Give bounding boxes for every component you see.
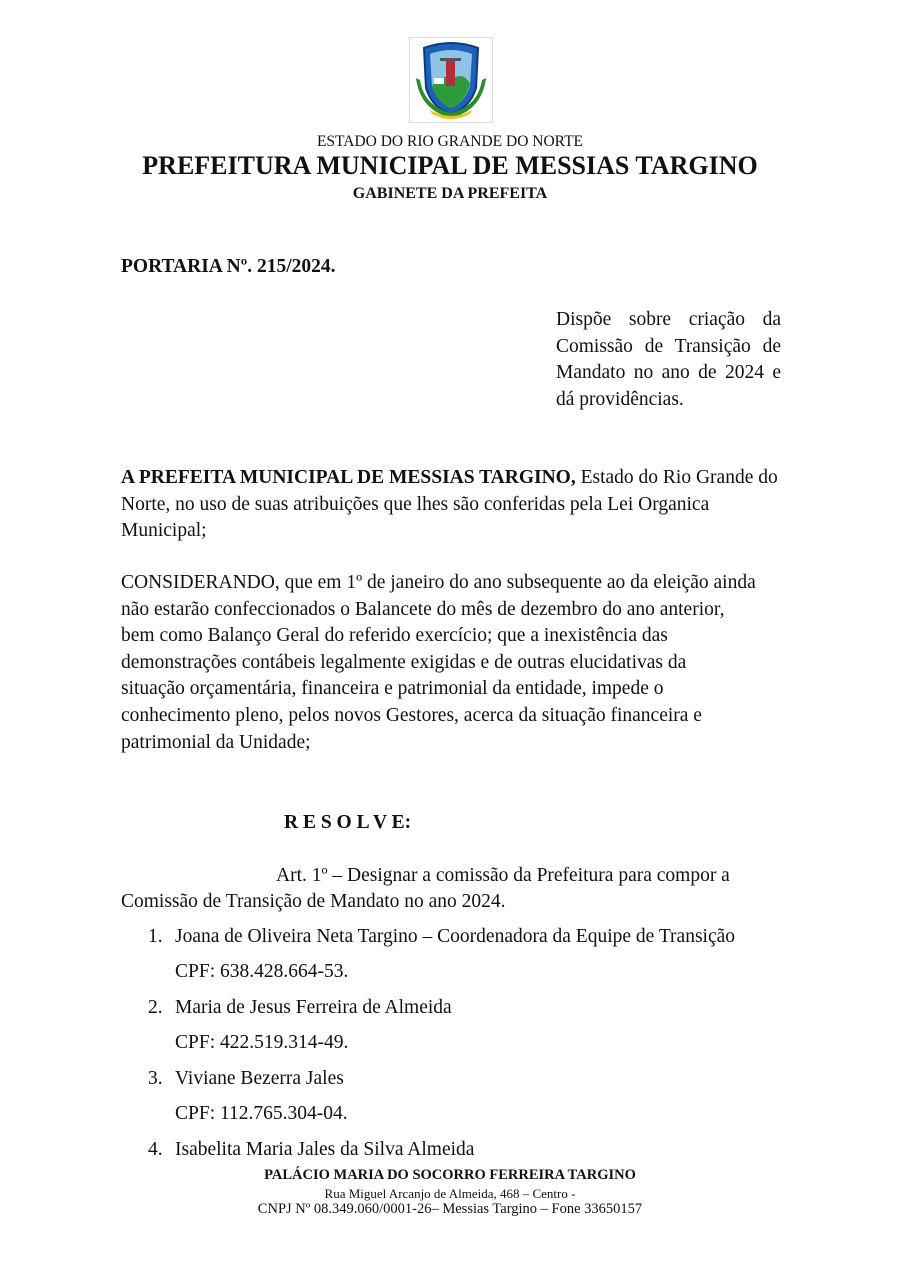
member-number: 4. [148,1139,163,1160]
portaria-number: PORTARIA Nº. 215/2024. [121,256,336,277]
municipal-coat-of-arms-logo [409,37,493,123]
member-name: Maria de Jesus Ferreira de Almeida [175,997,452,1018]
ementa [556,307,781,413]
article-1-line: Art. 1º – Designar a comissão da Prefeitura para compor a [276,865,730,886]
state-name: ESTADO DO RIO GRANDE DO NORTE [316,133,584,150]
page-title: PREFEITURA MUNICIPAL DE MESSIAS TARGINO [142,151,758,180]
member-number: 2. [148,997,163,1018]
preamble-text: Estado do Rio Grande do [575,467,778,488]
member-name: Joana de Oliveira Neta Targino – Coordenadora da Equipe de Transição [175,926,736,947]
member-name: Viviane Bezerra Jales [175,1068,344,1089]
member-cpf: CPF: 112.765.304-04. [175,1103,348,1124]
member-name: Isabelita Maria Jales da Silva Almeida [175,1139,475,1160]
considerando-line: não estarão confeccionados o Balancete do mês de dezembro do ano anterior, [121,598,725,620]
page-subtitle: GABINETE DA PREFEITA [352,185,548,202]
member-cpf: CPF: 638.428.664-53. [175,961,349,982]
preamble-paragraph [121,465,777,545]
member-cpf: CPF: 422.519.314-49. [175,1032,349,1053]
article-1-line: Comissão de Transição de Mandato no ano 2024. [121,891,506,912]
ementa-line: dá providências. [556,388,684,410]
considerando-line: situação orçamentária, financeira e patrimonial da entidade, impede o [121,678,664,700]
preamble-line: Municipal; [121,520,207,542]
preamble-line: Norte, no uso de suas atribuições que lhes são conferidas pela Lei Organica [121,493,710,515]
resolve-heading: R E S O L V E: [284,812,412,833]
considerando-line: demonstrações contábeis legalmente exigidas e de outras elucidativas da [121,651,687,673]
considerando-line: CONSIDERANDO, que em 1º de janeiro do ano subsequente ao da eleição ainda [121,572,756,593]
considerando-line: bem como Balanço Geral do referido exercício; que a inexistência das [121,625,668,647]
ementa-line: Comissão de Transição de [556,335,781,357]
considerando-paragraph [121,570,777,756]
considerando-line: patrimonial da Unidade; [121,731,311,753]
preamble-authority: A PREFEITA MUNICIPAL DE MESSIAS TARGINO, [121,467,576,488]
footer-address: Rua Miguel Arcanjo de Almeida, 468 – Centro - [324,1186,576,1201]
considerando-line: conhecimento pleno, pelos novos Gestores, acerca da situação financeira e [121,704,702,726]
footer-cnpj: CNPJ Nº 08.349.060/0001-26– Messias Targino – Fone 33650157 [257,1201,643,1217]
ementa-line: Dispõe sobre criação da [556,309,781,330]
ementa-line: Mandato no ano de 2024 e [556,362,781,384]
footer-palace: PALÁCIO MARIA DO SOCORRO FERREIRA TARGINO [264,1167,636,1183]
member-number: 3. [148,1068,163,1089]
member-number: 1. [148,926,163,947]
